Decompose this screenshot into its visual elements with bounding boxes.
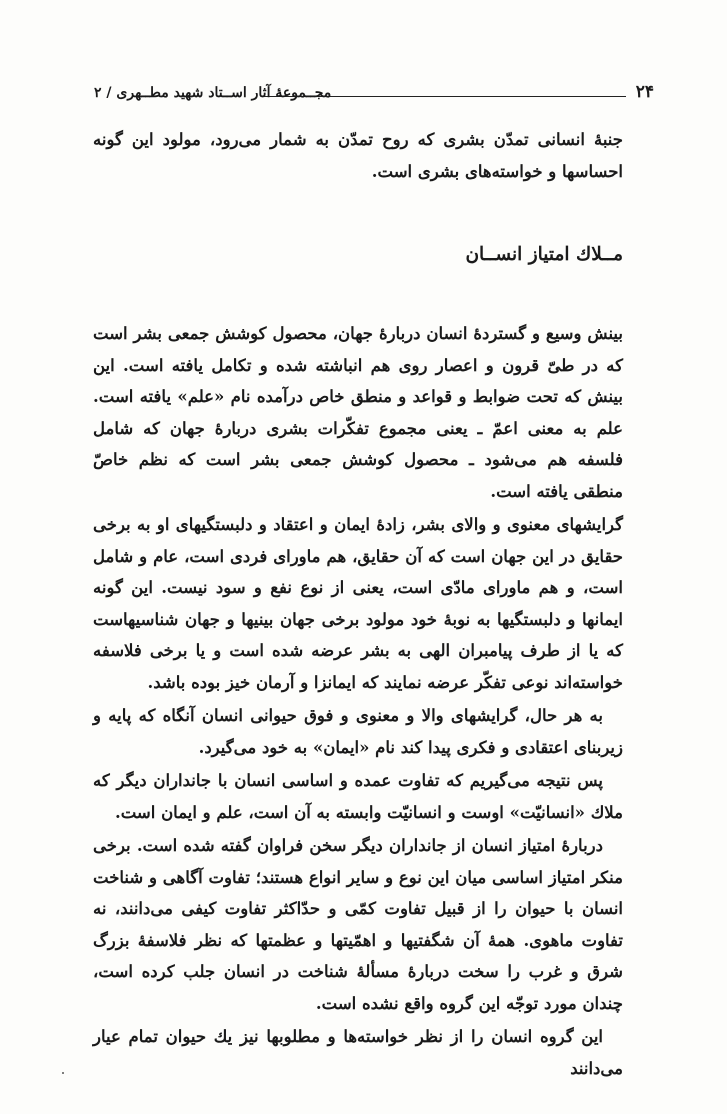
section-title: مــلاك امتیاز انســان: [465, 244, 623, 265]
paragraph: بینش وسیع و گستردهٔ انسان دربارهٔ جهان، محصول کوشش جمعی بشر است که در طیّ قرون و اعصار روی هم انباشته شده و تکامل یافته است. این بینش که تحت ضوابط و قواعد و منطق خاص درآمده نام «علم» یافته است. علم به معنی اعمّ ـ یعنی مجموع تفکّرات بشری دربارهٔ جهان که شامل فلسفه هم می‌شود ـ محصول کوشش جمعی بشر است که نظم خاصّ منطقی یافته است.: [93, 324, 623, 501]
paragraph: دربارهٔ امتیاز انسان از جانداران دیگر سخن فراوان گفته شده است. برخی منکر امتیاز اساسی میان این نوع و سایر انواع هستند؛ تفاوت آگاهی و شناخت انسان با حیوان را از قبیل تفاوت کمّی و حدّاکثر تفاوت کیفی می‌دانند، نه تفاوت ماهوی. همهٔ آن شگفتیها و اهمّیتها و عظمتها که نظر فلاسفهٔ بزرگ شرق و غرب را سخت دربارهٔ مسألهٔ شناخت در انسان جلب کرده است، چندان مورد توجّه این گروه واقع نشده است.: [93, 836, 623, 1013]
body-text: [93, 318, 623, 1086]
page-number: ۲۴: [635, 82, 654, 102]
running-title: مجــموعهٔ آثار اســتاد شهید مطــهری / ۲: [94, 85, 332, 101]
paragraph: به هر حال، گرایشهای والا و معنوی و فوق حیوانی انسان آنگاه که پایه و زیربنای اعتقادی و فکری پیدا کند نام «ایمان» به خود می‌گیرد.: [93, 706, 623, 757]
paragraph: گرایشهای معنوی و والای بشر، زادهٔ ایمان و اعتقاد و دلبستگیهای او به برخی حقایق در این جهان است که آن حقایق، هم ماورای فردی است، عام و شامل است، و هم ماورای مادّی است، یعنی از نوع نفع و سود نیست. این گونه ایمانها و دلبستگیها به نوبهٔ خود مولود برخی جهان بینیها و جهان شناسیهاست که یا از طرف پیامبران الهی به بشر عرضه شده است و یا برخی فلاسفه خواسته‌اند نوعی تفکّر عرضه نمایند که ایمانزا و آرمان خیز بوده باشد.: [93, 515, 623, 692]
intro-paragraph: جنبهٔ انسانی تمدّن بشری که روح تمدّن به شمار می‌رود، مولود این گونه احساسها و خواسته‌های بشری است.: [93, 130, 623, 181]
paragraph: پس نتیجه می‌گیریم که تفاوت عمده و اساسی انسان با جانداران دیگر که ملاك «انسانیّت» اوست و انسانیّت وابسته به آن است، علم و ایمان است.: [93, 771, 623, 822]
scan-speck: [62, 1072, 64, 1074]
running-header: [94, 80, 654, 108]
paragraph: این گروه انسان را از نظر خواسته‌ها و مطلوبها نیز یك حیوان تمام عیار می‌دانند: [93, 1027, 623, 1078]
